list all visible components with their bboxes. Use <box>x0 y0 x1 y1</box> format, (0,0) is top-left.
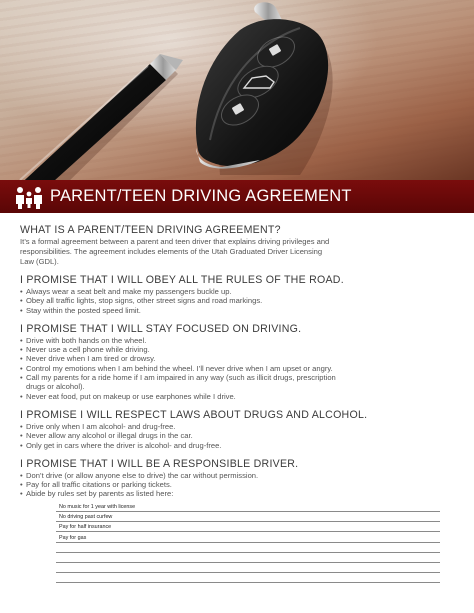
list-item: • Stay within the posted speed limit. <box>20 306 460 315</box>
title-bar <box>0 180 474 213</box>
bullet-list <box>20 336 460 401</box>
handwritten-rule: No driving past curfew <box>59 514 113 521</box>
section-heading: I PROMISE THAT I WILL STAY FOCUSED ON DRIVING. <box>20 322 302 335</box>
list-item: • Never eat food, put on makeup or use earphones while I drive. <box>20 392 460 401</box>
agreement-content <box>20 224 460 591</box>
bullet-list <box>20 287 460 315</box>
intro-line: Law (GDL). <box>20 257 59 266</box>
handwritten-rule: No music for 1 year with license <box>59 503 136 510</box>
handwritten-rule: Pay for half insurance <box>59 524 112 531</box>
list-item: • Always wear a seat belt and make my passengers buckle up. <box>20 287 460 296</box>
list-item: • Never drive when I am tired or drowsy. <box>20 354 460 363</box>
section-heading: I PROMISE THAT I WILL OBEY ALL THE RULES OF THE ROAD. <box>20 274 344 286</box>
list-item: • Abide by rules set by parents as listed here: <box>20 489 460 498</box>
section-drugs-alcohol <box>20 409 460 450</box>
intro-line: It’s a formal agreement between a parent and teen driver that explains driving privileges and <box>20 237 330 246</box>
list-item-continuation: drugs or alcohol). <box>26 382 85 392</box>
pen-body <box>14 64 166 180</box>
rule-line[interactable] <box>56 573 440 583</box>
handwritten-rule: Pay for gas <box>59 534 87 541</box>
rule-line[interactable] <box>56 522 440 532</box>
list-item: • Control my emotions when I am behind the wheel. I’ll never drive when I am upset or angry. <box>20 364 460 373</box>
rule-line[interactable] <box>56 532 440 542</box>
list-item: • Drive with both hands on the wheel. <box>20 336 460 345</box>
rule-line[interactable] <box>56 563 440 573</box>
list-item: • Don’t drive (or allow anyone else to drive) the car without permission. <box>20 471 460 480</box>
list-item: • Drive only when I am alcohol- and drug-free. <box>20 422 460 431</box>
list-item: • Call my parents for a ride home if I am impaired in any way (such as illicit drugs, prescription <box>20 373 460 382</box>
section-what-is <box>20 224 460 266</box>
section-heading: I PROMISE I WILL RESPECT LAWS ABOUT DRUGS AND ALCOHOL. <box>20 408 368 421</box>
bullet-list <box>20 471 460 499</box>
rule-line[interactable] <box>56 512 440 522</box>
section-stay-focused <box>20 323 460 401</box>
parent-rules-lines <box>56 502 440 584</box>
family-icon <box>14 185 44 209</box>
list-item: • Obey all traffic lights, stop signs, other street signs and road markings. <box>20 296 460 305</box>
section-obey-rules <box>20 274 460 315</box>
list-item: • Only get in cars where the driver is alcohol- and drug-free. <box>20 441 460 450</box>
hero-illustration <box>0 0 474 180</box>
section-heading: WHAT IS A PARENT/TEEN DRIVING AGREEMENT? <box>20 224 281 236</box>
rule-line[interactable] <box>56 553 440 563</box>
section-responsible-driver <box>20 458 460 583</box>
rule-line[interactable] <box>56 502 440 512</box>
document-title: PARENT/TEEN DRIVING AGREEMENT <box>50 187 352 205</box>
intro-line: responsibilities. The agreement includes elements of the Utah Graduated Driver Licensing <box>20 247 323 256</box>
list-item: • Never allow any alcohol or illegal drugs in the car. <box>20 431 460 440</box>
bullet-list <box>20 422 460 450</box>
list-item: • Never use a cell phone while driving. <box>20 345 460 354</box>
hero-photo <box>0 0 474 180</box>
list-item: • Pay for all traffic citations or parking tickets. <box>20 480 460 489</box>
section-heading: I PROMISE THAT I WILL BE A RESPONSIBLE DRIVER. <box>20 457 299 470</box>
rule-line[interactable] <box>56 543 440 553</box>
